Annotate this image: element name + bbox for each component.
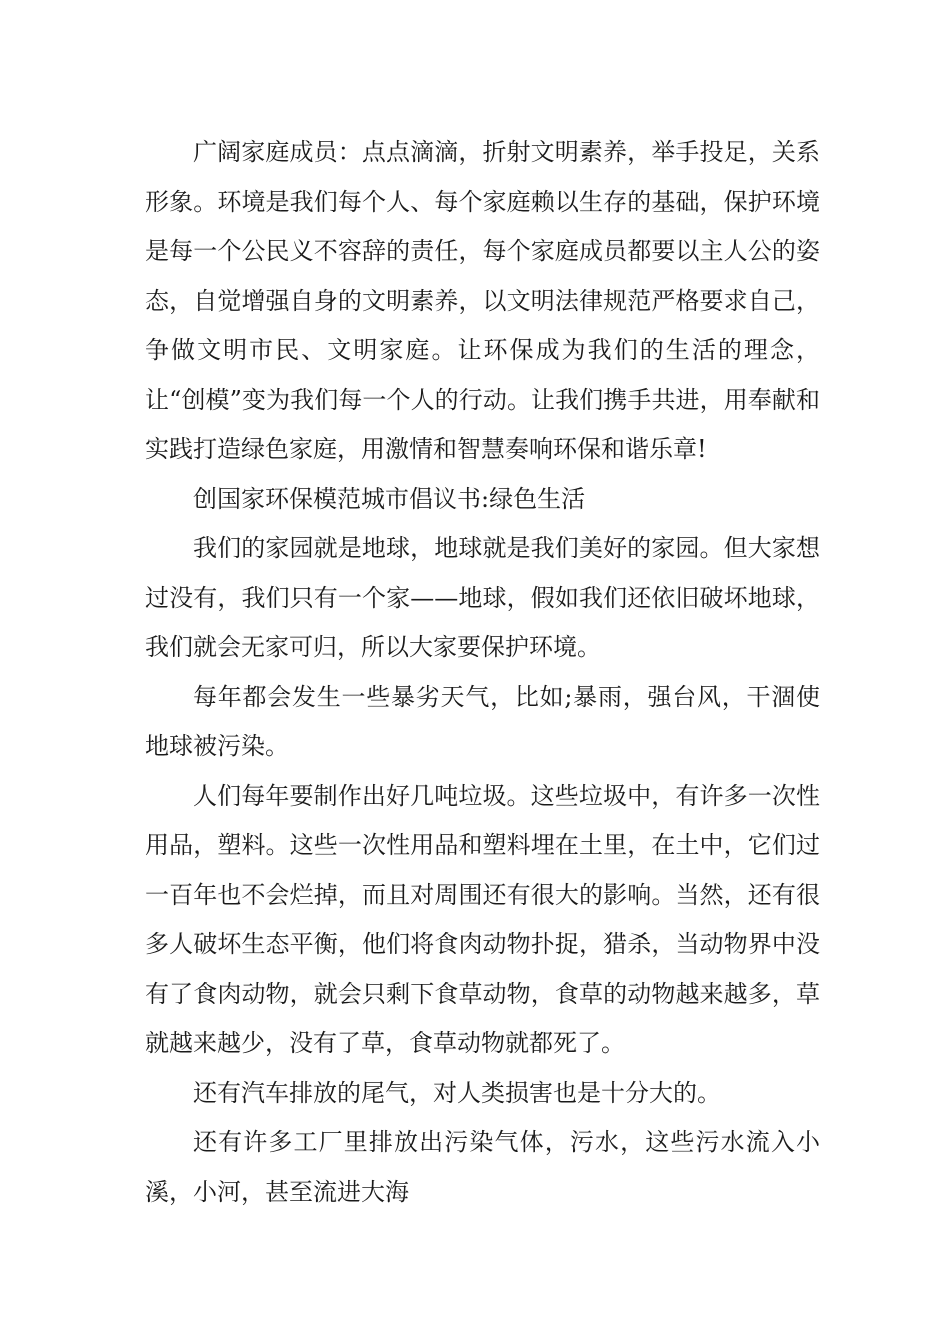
paragraph-earth-home: 我们的家园就是地球，地球就是我们美好的家园。但大家想过没有，我们只有一个家——地球，假如我们还依旧破坏地球，我们就会无家可归，所以大家要保护环境。 xyxy=(145,534,820,661)
paragraph-factory-pollution: 还有许多工厂里排放出污染气体，污水，这些污水流入小溪，小河，甚至流进大海 xyxy=(145,1128,820,1206)
document-body xyxy=(145,128,820,1217)
paragraph-weather: 每年都会发生一些暴劣天气，比如;暴雨，强台风，干涸使地球被污染。 xyxy=(145,682,820,760)
paragraph-car-exhaust: 还有汽车排放的尾气，对人类损害也是十分大的。 xyxy=(193,1078,721,1107)
paragraph-garbage: 人们每年要制作出好几吨垃圾。这些垃圾中，有许多一次性用品，塑料。这些一次性用品和塑料埋在土里，在土中，它们过一百年也不会烂掉，而且对周围还有很大的影响。当然，还有很多人破坏生态平衡，他们将食肉动物扑捉，猎杀，当动物界中没有了食肉动物，就会只剩下食草动物，食草的动物越来越多，草就越来越少，没有了草，食草动物就都死了。 xyxy=(145,781,820,1057)
section-heading: 创国家环保模范城市倡议书:绿色生活 xyxy=(193,484,586,513)
paragraph-family-members: 广阔家庭成员：点点滴滴，折射文明素养，举手投足，关系形象。环境是我们每个人、每个家庭赖以生存的基础，保护环境是每一个公民义不容辞的责任，每个家庭成员都要以主人公的姿态，自觉增强自身的文明素养，以文明法律规范严格要求自己，争做文明市民、文明家庭。让环保成为我们的生活的理念，让“创模”变为我们每一个人的行动。让我们携手共进，用奉献和实践打造绿色家庭，用激情和智慧奏响环保和谐乐章! xyxy=(145,138,820,463)
